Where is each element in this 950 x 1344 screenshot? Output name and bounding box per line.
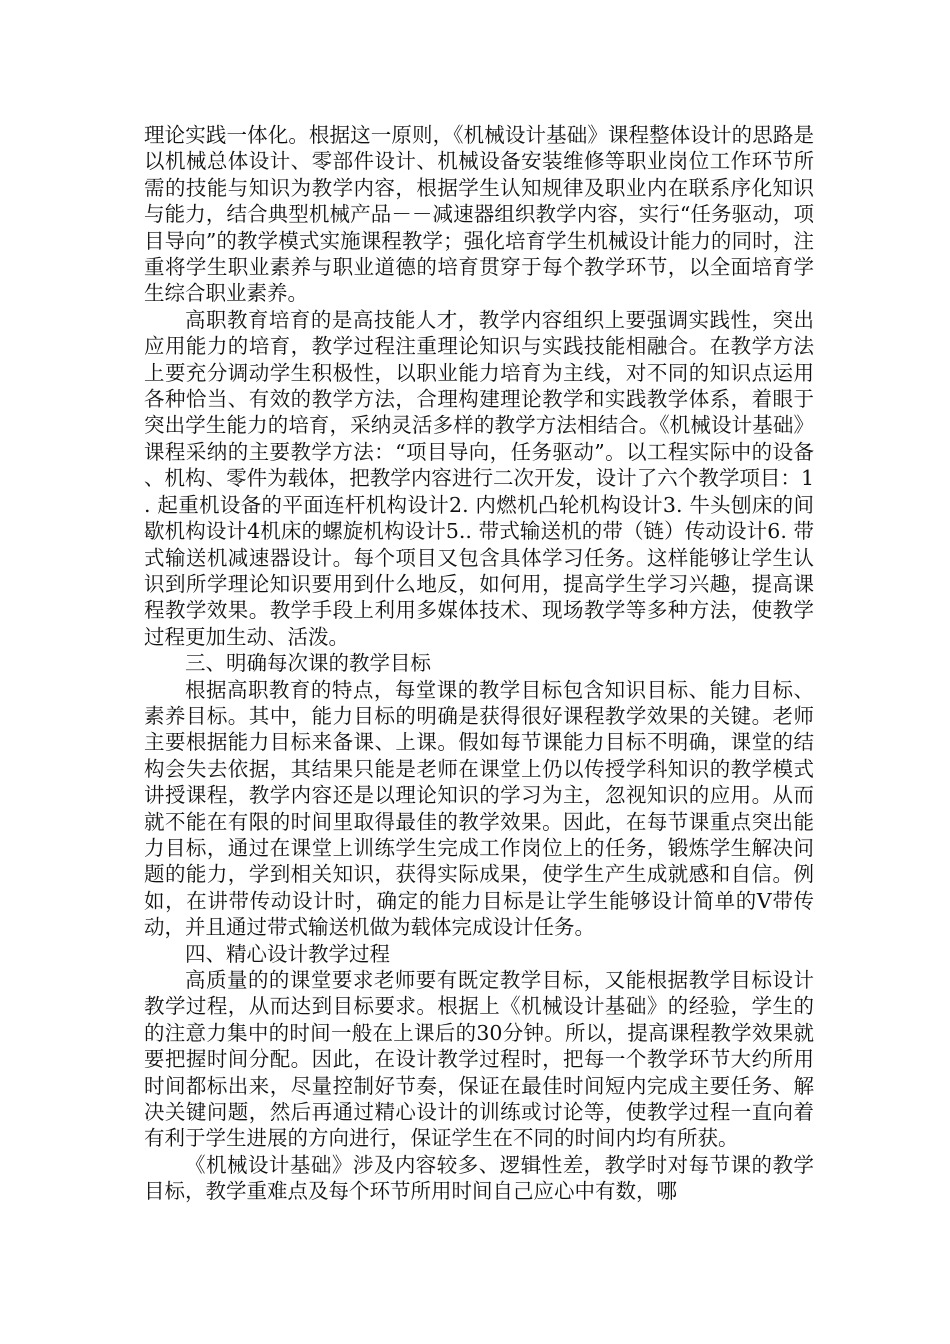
section-heading-3: 三、明确每次课的教学目标 bbox=[185, 651, 431, 676]
paragraph-5: 《机械设计基础》涉及内容较多、逻辑性差，教学时对每节课的教学目标，教学重难点及每个环节所用时间自己应心中有数，哪 bbox=[144, 1152, 814, 1204]
paragraph-4: 高质量的的课堂要求老师要有既定教学目标，又能根据教学目标设计教学过程，从而达到目标要求。根据上《机械设计基础》的经验，学生的的注意力集中的时间一般在上课后的30分钟。所以，提高课程教学效果就要把握时间分配。因此，在设计教学过程时，把每一个教学环节大约所用时间都标出来，尽量控制好节奏，保证在最佳时间短内完成主要任务、解决关键问题，然后再通过精心设计的训练或讨论等，使教学过程一直向着有利于学生进展的方向进行，保证学生在不同的时间内均有所获。 bbox=[144, 968, 814, 1151]
paragraph-1: 理论实践一体化。根据这一原则，《机械设计基础》课程整体设计的思路是以机械总体设计、零部件设计、机械设备安装维修等职业岗位工作环节所需的技能与知识为教学内容，根据学生认知规律及职业内在联系序化知识与能力，结合典型机械产品－－减速器组织教学内容，实行“任务驱动，项目导向”的教学模式实施课程教学；强化培育学生机械设计能力的同时，注重将学生职业素养与职业道德的培育贯穿于每个教学环节，以全面培育学生综合职业素养。 bbox=[144, 123, 814, 306]
section-heading-4: 四、精心设计教学过程 bbox=[185, 941, 390, 966]
paragraph-2: 高职教育培育的是高技能人才，教学内容组织上要强调实践性，突出应用能力的培育，教学过程注重理论知识与实践技能相融合。在教学方法上要充分调动学生积极性，以职业能力培育为主线，对不同的知识点运用各种恰当、有效的教学方法，合理构建理论教学和实践教学体系，着眼于突出学生能力的培育，采纳灵活多样的教学方法相结合。《机械设计基础》课程采纳的主要教学方法：“项目导向，任务驱动”。以工程实际中的设备、机构、零件为载体，把教学内容进行二次开发，设计了六个教学项目：1. 起重机设备的平面连杆机构设计2. 内燃机凸轮机构设计3. 牛头刨床的间歇机构设计4机床的螺旋机构设计5.. 带式输送机的带（链）传动设计6. 带式输送机减速器设计。每个项目又包含具体学习任务。这样能够让学生认识到所学理论知识要用到什么地反，如何用，提高学生学习兴趣，提高课程教学效果。教学手段上利用多媒体技术、现场教学等多种方法，使教学过程更加生动、活泼。 bbox=[144, 307, 814, 649]
document-page bbox=[144, 122, 814, 1205]
paragraph-3: 根据高职教育的特点，每堂课的教学目标包含知识目标、能力目标、素养目标。其中，能力目标的明确是获得很好课程教学效果的关键。老师主要根据能力目标来备课、上课。假如每节课能力目标不明确，课堂的结构会失去依据，其结果只能是老师在课堂上仍以传授学科知识的教学模式讲授课程，教学内容还是以理论知识的学习为主，忽视知识的应用。从而就不能在有限的时间里取得最佳的教学效果。因此，在每节课重点突出能力目标，通过在课堂上训练学生完成工作岗位上的任务，锻炼学生解决问题的能力，学到相关知识，获得实际成果，使学生产生成就感和自信。例如，在讲带传动设计时，确定的能力目标是让学生能够设计简单的V带传动，并且通过带式输送机做为载体完成设计任务。 bbox=[144, 677, 814, 940]
